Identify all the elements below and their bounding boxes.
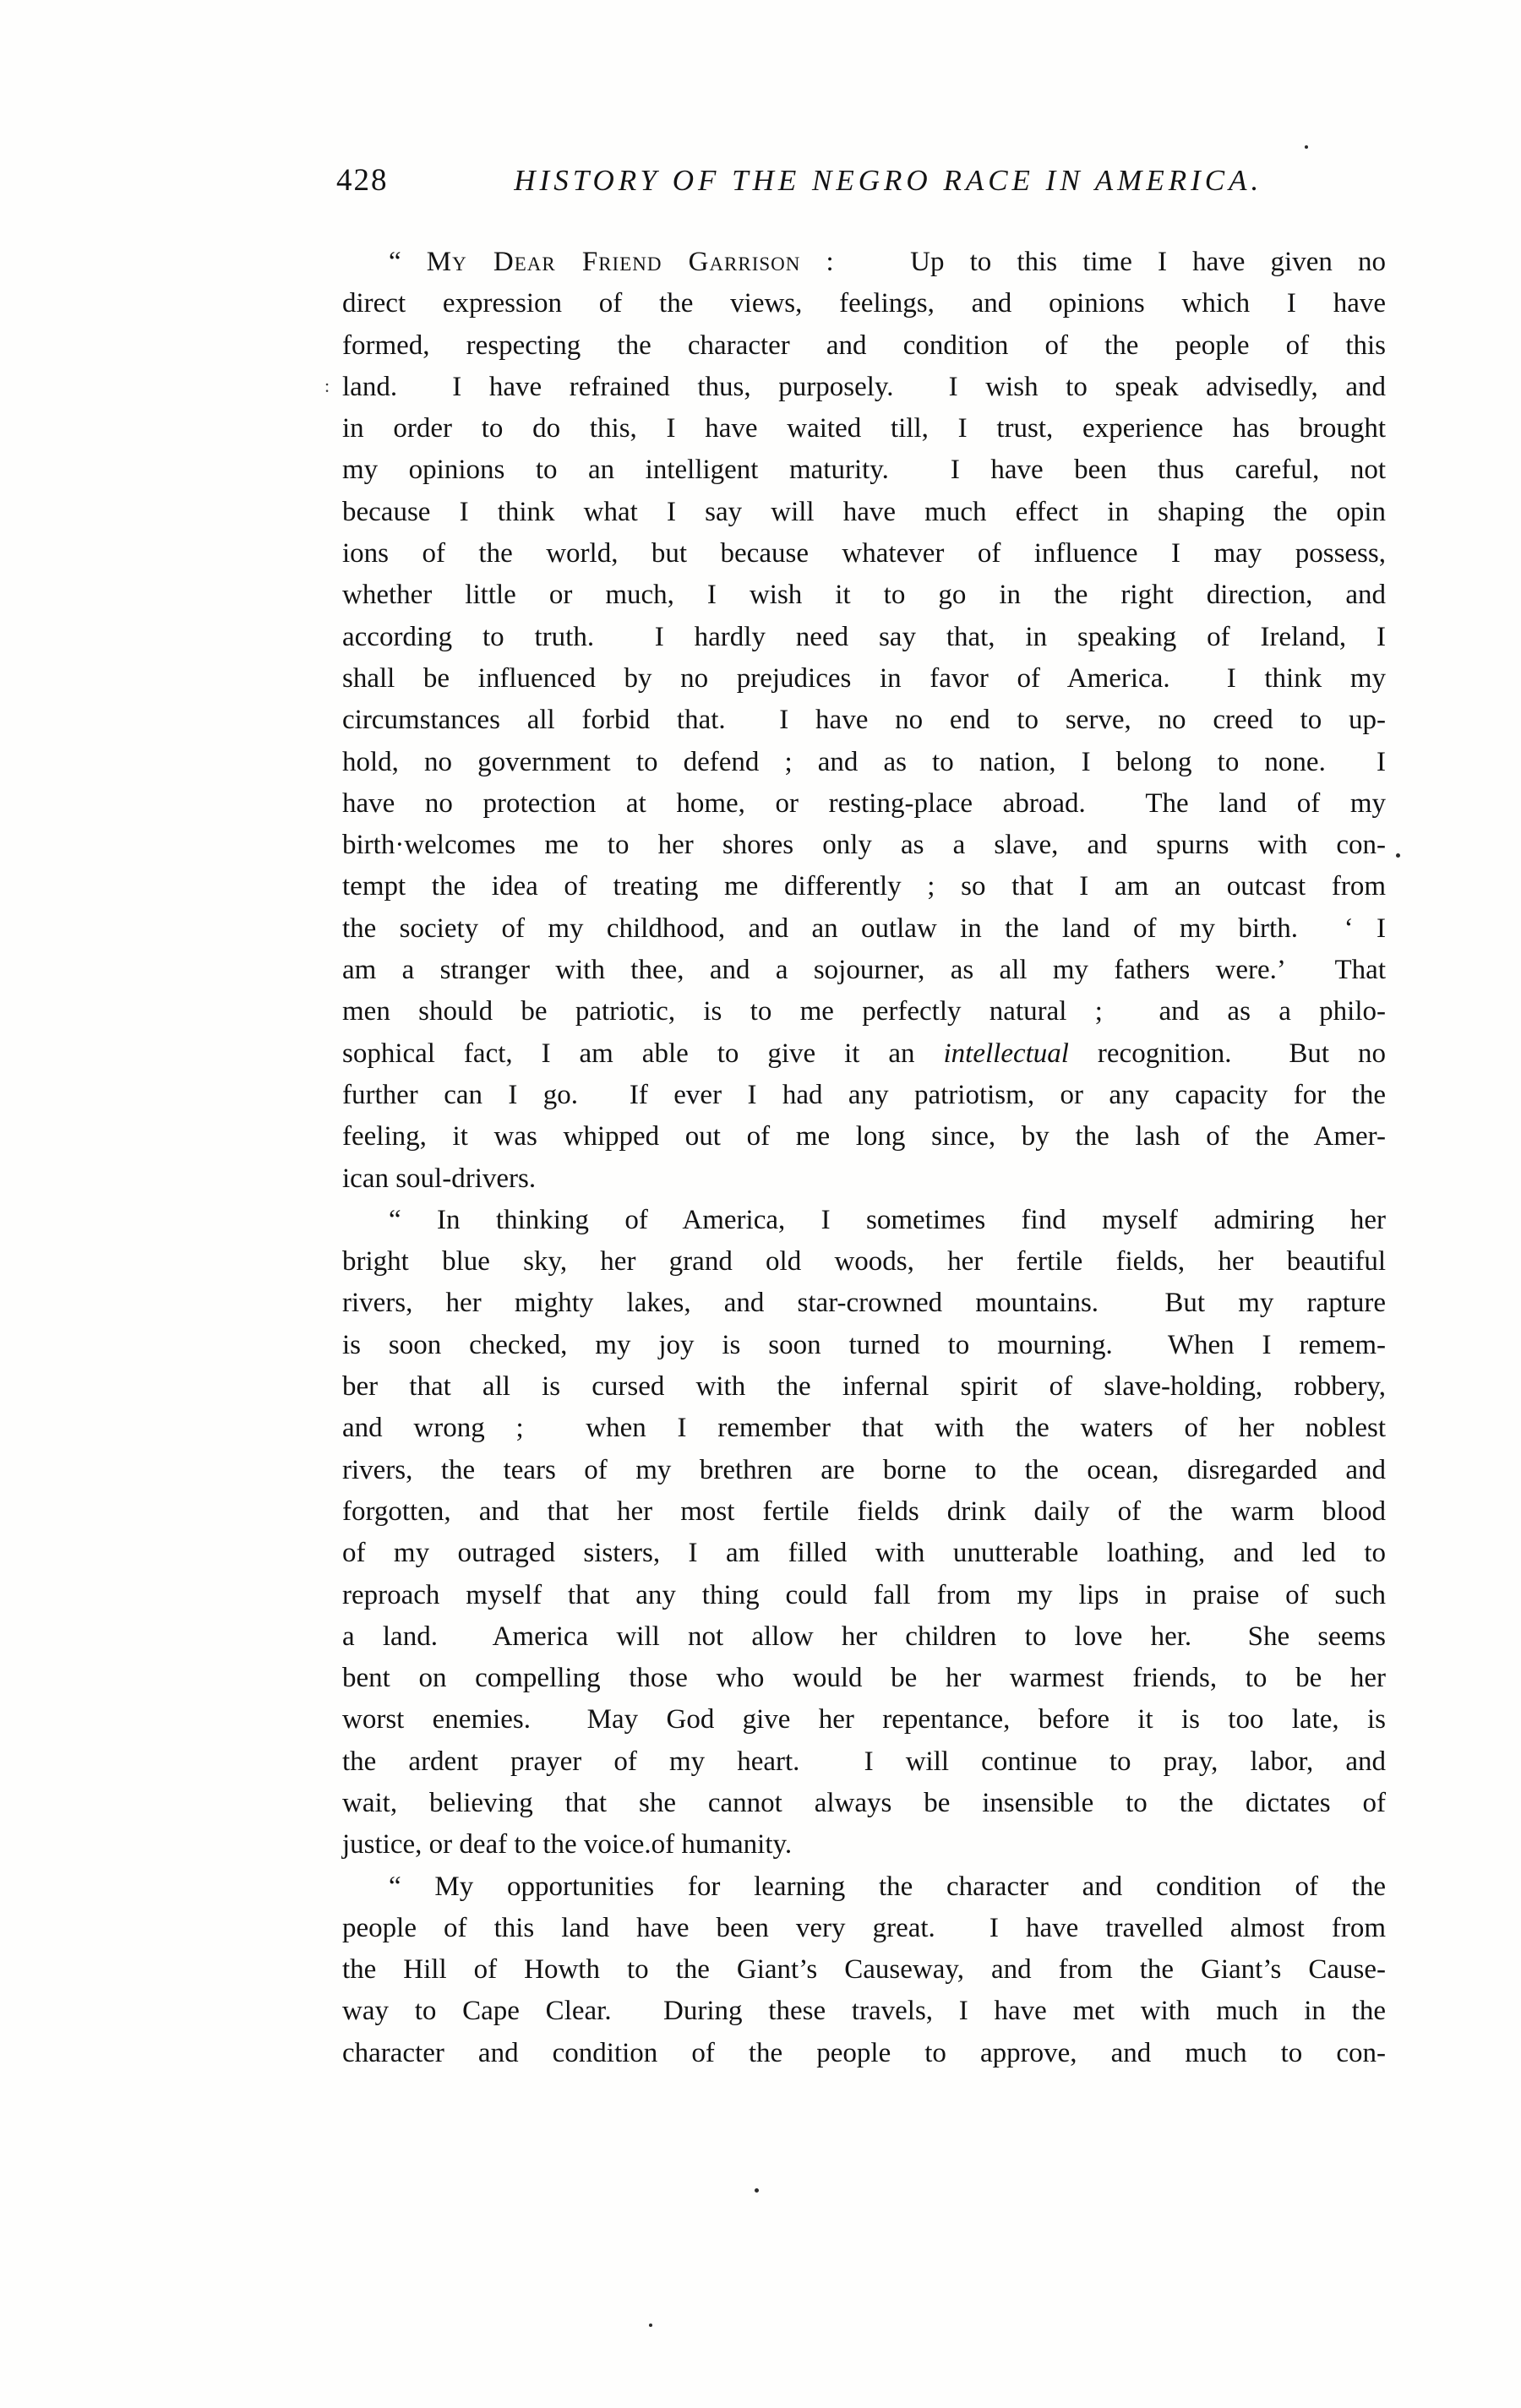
- text-line: [342, 1408, 1386, 1449]
- text-segment: circumstances all forbid that. I have no end to serve, no creed to up-: [342, 705, 1386, 736]
- text-segment: bent on compelling those who would be her warmest friends, to be her: [342, 1663, 1386, 1694]
- text-segment: am a stranger with thee, and a sojourner, as all my fathers were.’ That: [342, 955, 1386, 986]
- text-segment: have no protection at home, or resting-place abroad. The land of my: [342, 787, 1386, 819]
- text-segment: “ In thinking of America, I sometimes find myself admiring her: [389, 1204, 1386, 1235]
- italic-word: intellectual: [943, 1038, 1069, 1069]
- text-line: [342, 1325, 1386, 1366]
- text-segment: “: [389, 247, 427, 277]
- text-line: [342, 700, 1386, 741]
- text-segment: whether little or much, I wish it to go in the right direction, and: [342, 580, 1386, 611]
- text-segment: land. I have refrained thus, purposely. I wish to speak advisedly, and: [342, 371, 1386, 402]
- text-segment: : Up to this time I have given no: [800, 247, 1386, 277]
- text-line: [342, 1949, 1386, 1991]
- text-line: [342, 1616, 1386, 1658]
- text-segment: justice, or deaf to the voice.of humanity.: [342, 1829, 793, 1860]
- text-line: [342, 449, 1386, 491]
- text-line: [342, 408, 1386, 449]
- salutation-smallcaps: My Dear Friend Garrison: [426, 247, 801, 277]
- text-segment: recognition. But no: [1068, 1038, 1386, 1069]
- text-line: [342, 991, 1386, 1032]
- text-line: [342, 825, 1386, 866]
- running-title: HISTORY OF THE NEGRO RACE IN AMERICA.: [514, 164, 1263, 197]
- text-line: [342, 1741, 1386, 1783]
- text-segment: rivers, the tears of my brethren are borne to the ocean, disregarded and: [342, 1454, 1386, 1485]
- text-segment: bright blue sky, her grand old woods, her fertile fields, her beautiful: [342, 1246, 1386, 1278]
- text-segment: rivers, her mighty lakes, and star-crowned mountains. But my rapture: [342, 1288, 1386, 1319]
- text-line: [342, 866, 1386, 907]
- text-line: [342, 950, 1386, 991]
- text-line: [342, 1116, 1386, 1158]
- text-line: [342, 658, 1386, 700]
- text-segment: wait, believing that she cannot always be insensible to the dictates of: [342, 1787, 1386, 1818]
- text-segment: men should be patriotic, is to me perfectly natural ; and as a philo-: [342, 996, 1386, 1027]
- text-line: [342, 1450, 1386, 1491]
- text-line: [342, 1824, 1386, 1866]
- text-segment: people of this land have been very great. I have travelled almost from: [342, 1912, 1386, 1943]
- text-segment: in order to do this, I have waited till, I trust, experience has brought: [342, 413, 1386, 444]
- text-segment: shall be influenced by no prejudices in favor of America. I think my: [342, 662, 1386, 694]
- text-segment: character and condition of the people to approve, and much to con-: [342, 2037, 1386, 2068]
- text-segment: feeling, it was whipped out of me long since, by the lash of the Amer-: [342, 1121, 1386, 1152]
- text-segment: because I think what I say will have much effect in shaping the opin: [342, 496, 1386, 527]
- text-line: [342, 1075, 1386, 1116]
- text-line: [342, 1575, 1386, 1616]
- text-segment: sophical fact, I am able to give it an: [342, 1038, 944, 1069]
- text-line: [342, 1658, 1386, 1699]
- text-line: [342, 1699, 1386, 1741]
- text-segment: worst enemies. May God give her repentance, before it is too late, is: [342, 1704, 1386, 1735]
- scan-speckle: :: [324, 375, 330, 396]
- text-segment: ican soul-drivers.: [342, 1163, 537, 1194]
- text-line: [342, 1158, 1386, 1200]
- text-line: [342, 1991, 1386, 2032]
- text-segment: and wrong ; when I remember that with the waters of her noblest: [342, 1413, 1386, 1444]
- text-line: [342, 1241, 1386, 1283]
- text-line: [342, 617, 1386, 658]
- text-segment: ber that all is cursed with the infernal spirit of slave-holding, robbery,: [342, 1371, 1386, 1403]
- text-line: [342, 242, 1386, 283]
- text-segment: of my outraged sisters, I am filled with unutterable loathing, and led to: [342, 1538, 1386, 1569]
- scan-speckle: [1305, 145, 1308, 149]
- scan-speckle: [1396, 853, 1400, 858]
- text-segment: “ My opportunities for learning the character and condition of the: [389, 1871, 1386, 1902]
- text-line: [342, 1033, 1386, 1075]
- text-segment: a land. America will not allow her children to love her. She seems: [342, 1621, 1386, 1652]
- text-segment: reproach myself that any thing could fall from my lips in praise of such: [342, 1579, 1386, 1610]
- text-segment: the Hill of Howth to the Giant’s Causeway, and from the Giant’s Cause-: [342, 1954, 1386, 1986]
- text-segment: formed, respecting the character and condition of the people of this: [342, 330, 1386, 361]
- text-line: [342, 1200, 1386, 1241]
- text-line: [342, 1908, 1386, 1949]
- text-segment: tempt the idea of treating me differently ; so that I am an outcast from: [342, 871, 1386, 902]
- text-segment: the ardent prayer of my heart. I will continue to pray, labor, and: [342, 1746, 1386, 1777]
- text-line: [342, 1783, 1386, 1824]
- text-segment: direct expression of the views, feelings, and opinions which I have: [342, 288, 1386, 319]
- text-segment: birth·welcomes me to her shores only as a slave, and spurns with con-: [342, 830, 1386, 861]
- text-segment: hold, no government to defend ; and as to nation, I belong to none. I: [342, 746, 1386, 777]
- page-header: [336, 162, 1388, 199]
- scan-speckle: [649, 2324, 652, 2327]
- text-line: [342, 325, 1386, 367]
- text-segment: forgotten, and that her most fertile fields drink daily of the warm blood: [342, 1495, 1386, 1527]
- text-line: [342, 783, 1386, 825]
- text-segment: is soon checked, my joy is soon turned to mourning. When I remem-: [342, 1329, 1386, 1360]
- text-segment: my opinions to an intelligent maturity. I have been thus careful, not: [342, 455, 1386, 486]
- text-line: [342, 1283, 1386, 1324]
- text-segment: way to Cape Clear. During these travels, I have met with much in the: [342, 1996, 1386, 2027]
- text-segment: ions of the world, but because whatever of influence I may possess,: [342, 538, 1386, 569]
- letter-text-body: [342, 242, 1386, 2074]
- text-line: [342, 908, 1386, 950]
- text-line: [342, 1491, 1386, 1533]
- text-line: [342, 575, 1386, 616]
- scan-speckle: [755, 2188, 759, 2193]
- text-line: [342, 1366, 1386, 1408]
- text-line: [342, 492, 1386, 533]
- text-line: [342, 1866, 1386, 1908]
- text-line: [342, 367, 1386, 408]
- text-segment: further can I go. If ever I had any patriotism, or any capacity for the: [342, 1079, 1386, 1110]
- text-line: [342, 533, 1386, 575]
- page-number: 428: [336, 163, 389, 198]
- text-line: [342, 283, 1386, 324]
- text-segment: the society of my childhood, and an outlaw in the land of my birth. ‘ I: [342, 913, 1386, 944]
- text-line: [342, 2033, 1386, 2074]
- text-line: [342, 742, 1386, 783]
- text-line: [342, 1533, 1386, 1574]
- text-segment: according to truth. I hardly need say that, in speaking of Ireland, I: [342, 621, 1386, 652]
